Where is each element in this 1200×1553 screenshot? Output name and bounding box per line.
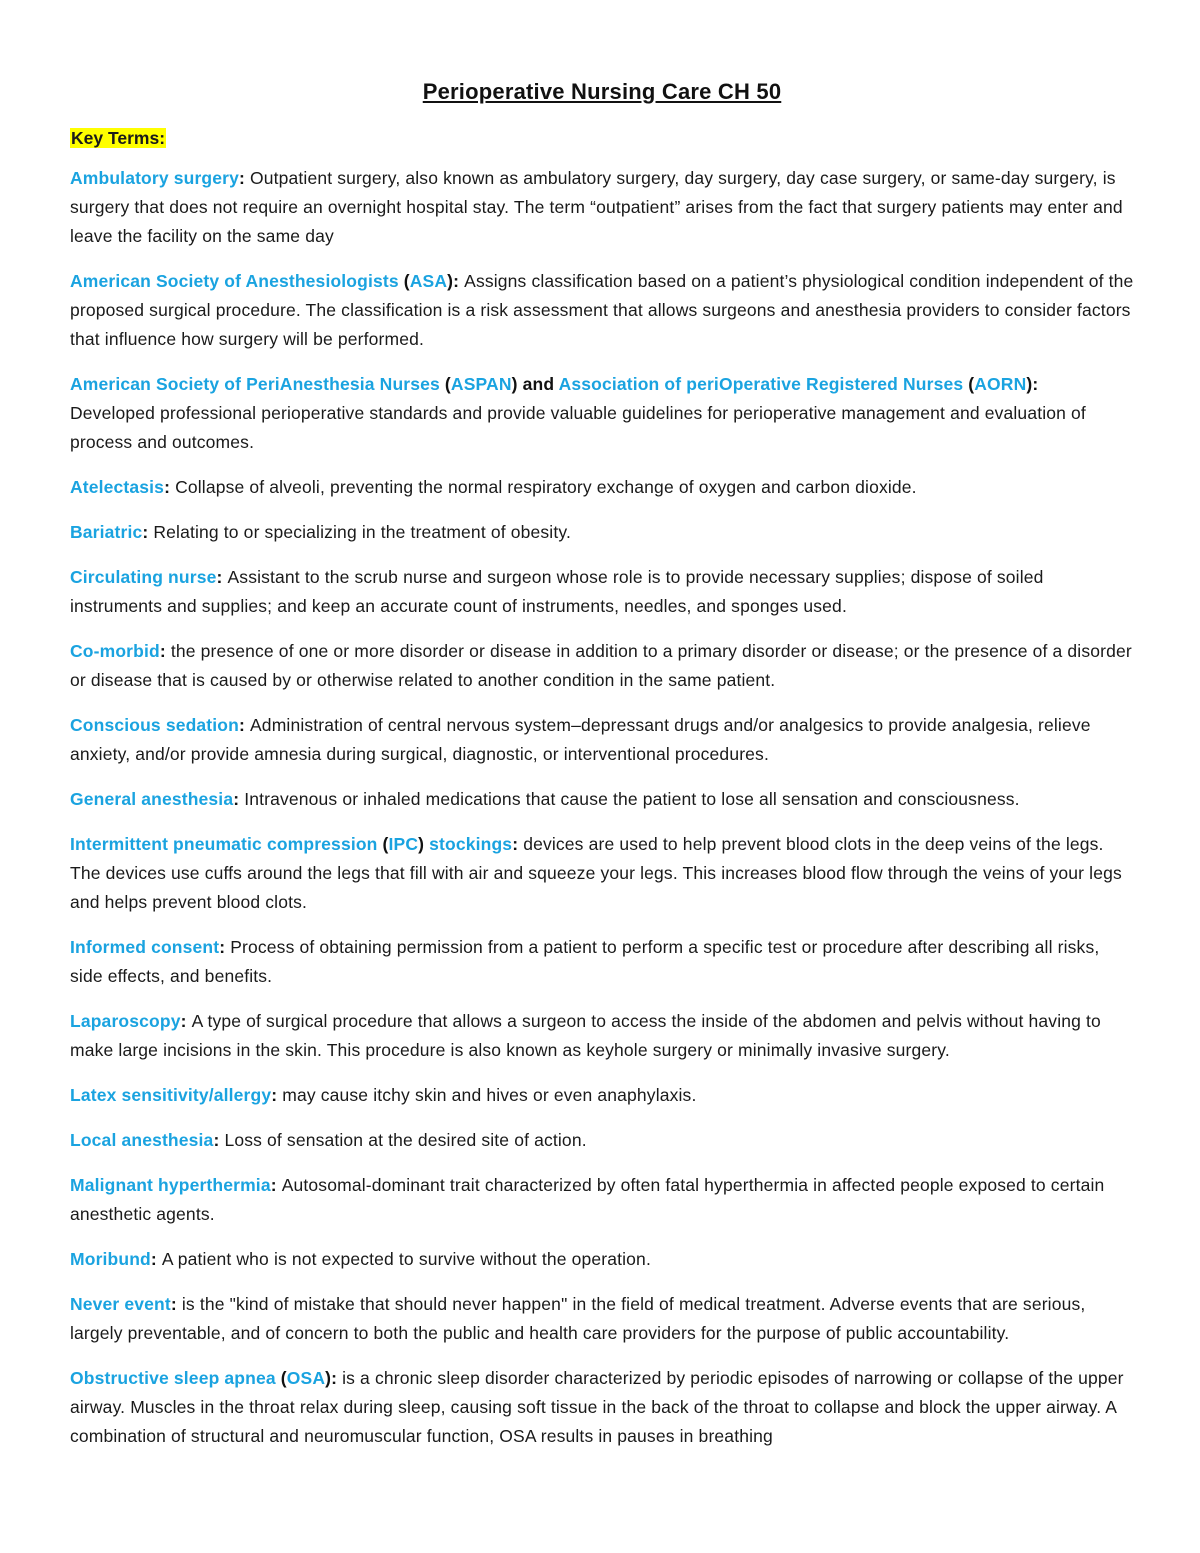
page-title: Perioperative Nursing Care CH 50	[422, 79, 782, 104]
glossary-entry	[70, 1007, 1134, 1065]
paren-open: (	[377, 834, 389, 854]
term: Ambulatory surgery	[70, 168, 239, 188]
term: Moribund	[70, 1249, 151, 1269]
definition: Collapse of alveoli, preventing the normal respiratory exchange of oxygen and carbon dioxide.	[175, 477, 917, 497]
glossary-entry	[70, 637, 1134, 695]
glossary-entry	[70, 1171, 1134, 1229]
key-terms-label: Key Terms:	[71, 128, 166, 148]
glossary-entry	[70, 1245, 1134, 1274]
term: General anesthesia	[70, 789, 234, 809]
glossary-entry	[70, 473, 1134, 502]
term: American Society of PeriAnesthesia Nurses	[70, 374, 440, 394]
glossary-entry	[70, 267, 1134, 354]
definition: Relating to or specializing in the treatment of obesity.	[153, 522, 571, 542]
term: Malignant hyperthermia	[70, 1175, 271, 1195]
abbreviation: AORN	[974, 374, 1027, 394]
term: Laparoscopy	[70, 1011, 181, 1031]
paren-close: )	[418, 834, 430, 854]
separator: :	[142, 522, 154, 542]
definition: devices are used to help prevent blood clots in the deep veins of the legs. The devices use cuffs around the legs that fill with air and squeeze your legs. This increases blood flow through the veins of your legs and helps prevent blood clots.	[70, 834, 1122, 912]
paren-open: (	[398, 271, 410, 291]
separator: :	[239, 168, 250, 188]
term-secondary: Association of periOperative Registered Nurses	[558, 374, 964, 394]
separator: :	[216, 567, 228, 587]
separator: :	[270, 1175, 282, 1195]
definition: Assigns classification based on a patient’s physiological condition independent of the proposed surgical procedure. The classification is a risk assessment that allows surgeons and anesthesia providers to consider factors that influence how surgery will be performed.	[70, 271, 1134, 349]
definition: Loss of sensation at the desired site of action.	[224, 1130, 587, 1150]
separator: :	[238, 715, 250, 735]
term: American Society of Anesthesiologists	[70, 271, 399, 291]
glossary-entry	[70, 785, 1134, 814]
paren-open: (	[275, 1368, 287, 1388]
glossary-entry	[70, 164, 1134, 251]
glossary-entry	[70, 518, 1134, 547]
term: Co-morbid	[70, 641, 160, 661]
definition: Outpatient surgery, also known as ambulatory surgery, day surgery, day case surgery, or same-day surgery, is surgery that does not require an overnight hospital stay. The term “outpatient” arises from the fact that surgery patients may enter and leave the facility on the same day	[70, 168, 1123, 246]
glossary-entry	[70, 1081, 1134, 1110]
paren-close: ):	[447, 271, 465, 291]
definition: may cause itchy skin and hives or even anaphylaxis.	[282, 1085, 697, 1105]
separator: :	[170, 1294, 182, 1314]
definition: is a chronic sleep disorder characterized by periodic episodes of narrowing or collapse of the upper airway. Muscles in the throat relax during sleep, causing soft tissue in the back of the throat to collapse and block the upper airway. A combination of structural and neuromuscular function, OSA results in pauses in breathing	[70, 1368, 1124, 1446]
separator: :	[180, 1011, 192, 1031]
term-secondary: stockings	[429, 834, 513, 854]
term: Obstructive sleep apnea	[70, 1368, 276, 1388]
glossary-entry	[70, 933, 1134, 991]
glossary-entry	[70, 711, 1134, 769]
separator: :	[271, 1085, 283, 1105]
glossary-entry	[70, 1290, 1134, 1348]
glossary-entry	[70, 1126, 1134, 1155]
paren-close: ):	[325, 1368, 343, 1388]
term: Bariatric	[70, 522, 143, 542]
definition: Autosomal-dominant trait characterized by often fatal hyperthermia in affected people exposed to certain anesthetic agents.	[70, 1175, 1105, 1224]
term: Latex sensitivity/allergy	[70, 1085, 272, 1105]
paren-close: ):	[1026, 374, 1039, 394]
abbreviation: OSA	[286, 1368, 326, 1388]
key-terms-heading	[70, 124, 1134, 152]
definition: Intravenous or inhaled medications that cause the patient to lose all sensation and consciousness.	[244, 789, 1020, 809]
separator: :	[512, 834, 524, 854]
term: Informed consent	[70, 937, 220, 957]
paren-open: (	[963, 374, 975, 394]
term: Intermittent pneumatic compression	[70, 834, 378, 854]
abbreviation: ASA	[409, 271, 448, 291]
definition: Administration of central nervous system–depressant drugs and/or analgesics to provide analgesia, relieve anxiety, and/or provide amnesia during surgical, diagnostic, or interventional procedures.	[70, 715, 1091, 764]
term: Circulating nurse	[70, 567, 217, 587]
definition: the presence of one or more disorder or disease in addition to a primary disorder or disease; or the presence of a disorder or disease that is caused by or otherwise related to another condition in the same patient.	[70, 641, 1132, 690]
definition: Developed professional perioperative standards and provide valuable guidelines for perioperative management and evaluation of process and outcomes.	[70, 403, 1086, 452]
term: Conscious sedation	[70, 715, 239, 735]
term: Local anesthesia	[70, 1130, 214, 1150]
separator: :	[219, 937, 231, 957]
document-page	[70, 0, 1134, 1451]
term: Atelectasis	[70, 477, 165, 497]
definition: A type of surgical procedure that allows a surgeon to access the inside of the abdomen and pelvis without having to make large incisions in the skin. This procedure is also known as keyhole surgery or minimally invasive surgery.	[70, 1011, 1101, 1060]
glossary-entry	[70, 370, 1134, 457]
definition: Process of obtaining permission from a patient to perform a specific test or procedure after describing all risks, side effects, and benefits.	[70, 937, 1100, 986]
term: Never event	[70, 1294, 171, 1314]
separator: :	[233, 789, 245, 809]
glossary-entry	[70, 1364, 1134, 1451]
separator: :	[150, 1249, 162, 1269]
abbreviation: ASPAN	[450, 374, 512, 394]
abbreviation: IPC	[388, 834, 419, 854]
separator: :	[164, 477, 176, 497]
definition: A patient who is not expected to survive without the operation.	[161, 1249, 651, 1269]
paren-open: (	[439, 374, 451, 394]
conjunction: ) and	[511, 374, 559, 394]
definition: Assistant to the scrub nurse and surgeon whose role is to provide necessary supplies; dispose of soiled instruments and supplies; and keep an accurate count of instruments, needles, and sponges used.	[70, 567, 1044, 616]
separator: :	[213, 1130, 225, 1150]
separator: :	[159, 641, 171, 661]
glossary-entry	[70, 563, 1134, 621]
glossary-entry	[70, 830, 1134, 917]
definition: is the "kind of mistake that should never happen" in the field of medical treatment. Adverse events that are serious, largely preventable, and of concern to both the public and health care providers for the purpose of public accountability.	[70, 1294, 1086, 1343]
